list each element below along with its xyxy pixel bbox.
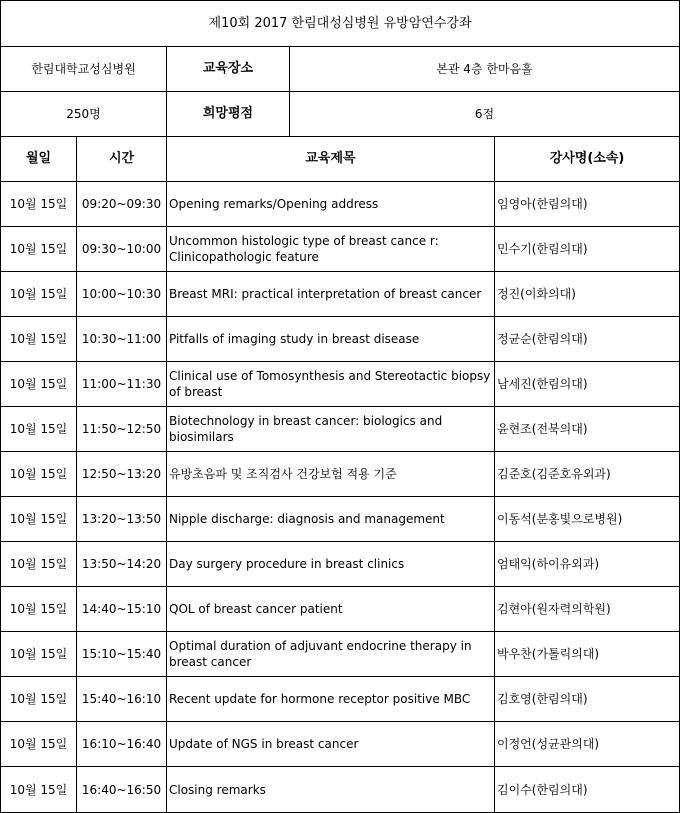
cell-date: 10월 15일 <box>1 632 77 677</box>
table-row <box>1 677 680 722</box>
cell-topic: Clinical use of Tomosynthesis and Stereotactic biopsy of breast <box>167 362 495 407</box>
header-time: 시간 <box>77 137 167 182</box>
cell-speaker: 박우찬(가톨릭의대) <box>495 632 680 677</box>
cell-time: 11:50~12:50 <box>77 407 167 452</box>
table-row <box>1 767 680 813</box>
table-row <box>1 542 680 587</box>
cell-time: 09:30~10:00 <box>77 227 167 272</box>
venue-label: 교육장소 <box>167 47 290 92</box>
cell-date: 10월 15일 <box>1 272 77 317</box>
cell-speaker: 정진(이화의대) <box>495 272 680 317</box>
cell-time: 12:50~13:20 <box>77 452 167 497</box>
cell-time: 13:50~14:20 <box>77 542 167 587</box>
cell-topic: Pitfalls of imaging study in breast disease <box>167 317 495 362</box>
cell-time: 13:20~13:50 <box>77 497 167 542</box>
table-row <box>1 182 680 227</box>
cell-topic: Opening remarks/Opening address <box>167 182 495 227</box>
cell-topic: 유방초음파 및 조직검사 건강보험 적용 기준 <box>167 452 495 497</box>
cell-time: 15:40~16:10 <box>77 677 167 722</box>
cell-time: 15:10~15:40 <box>77 632 167 677</box>
page-title: 제10회 2017 한림대성심병원 유방암연수강좌 <box>1 1 680 47</box>
cell-date: 10월 15일 <box>1 587 77 632</box>
cell-date: 10월 15일 <box>1 362 77 407</box>
header-speaker: 강사명(소속) <box>495 137 680 182</box>
cell-topic: QOL of breast cancer patient <box>167 587 495 632</box>
table-row <box>1 317 680 362</box>
cell-speaker: 민수기(한림의대) <box>495 227 680 272</box>
table-row <box>1 272 680 317</box>
table-row <box>1 632 680 677</box>
cell-speaker: 김호영(한림의대) <box>495 677 680 722</box>
capacity-value: 250명 <box>1 92 167 137</box>
cell-speaker: 윤현조(전북의대) <box>495 407 680 452</box>
cell-speaker: 이정언(성균관의대) <box>495 722 680 767</box>
cell-time: 09:20~09:30 <box>77 182 167 227</box>
cell-time: 14:40~15:10 <box>77 587 167 632</box>
cell-topic: Day surgery procedure in breast clinics <box>167 542 495 587</box>
cell-topic: Biotechnology in breast cancer: biologics and biosimilars <box>167 407 495 452</box>
cell-date: 10월 15일 <box>1 542 77 587</box>
cell-speaker: 김현아(원자력의학원) <box>495 587 680 632</box>
header-date: 월일 <box>1 137 77 182</box>
venue-value: 본관 4층 한마음홀 <box>290 47 680 92</box>
cell-speaker: 정균순(한림의대) <box>495 317 680 362</box>
cell-date: 10월 15일 <box>1 722 77 767</box>
cell-topic: Closing remarks <box>167 767 495 813</box>
cell-date: 10월 15일 <box>1 227 77 272</box>
cell-date: 10월 15일 <box>1 677 77 722</box>
title-row <box>1 1 680 47</box>
cell-speaker: 이동석(분홍빛으로병원) <box>495 497 680 542</box>
table-row <box>1 587 680 632</box>
table-row <box>1 497 680 542</box>
cell-speaker: 남세진(한림의대) <box>495 362 680 407</box>
cell-time: 11:00~11:30 <box>77 362 167 407</box>
cell-speaker: 엄태익(하이유외과) <box>495 542 680 587</box>
table-row <box>1 452 680 497</box>
cell-topic: Uncommon histologic type of breast cance r: Clinicopathologic feature <box>167 227 495 272</box>
cell-date: 10월 15일 <box>1 407 77 452</box>
cell-time: 10:30~11:00 <box>77 317 167 362</box>
table-row <box>1 407 680 452</box>
info-row-venue <box>1 47 680 92</box>
cell-topic: Optimal duration of adjuvant endocrine therapy in breast cancer <box>167 632 495 677</box>
cell-time: 10:00~10:30 <box>77 272 167 317</box>
score-value: 6점 <box>290 92 680 137</box>
cell-date: 10월 15일 <box>1 767 77 813</box>
cell-date: 10월 15일 <box>1 317 77 362</box>
cell-date: 10월 15일 <box>1 452 77 497</box>
host-name: 한림대학교성심병원 <box>1 47 167 92</box>
header-topic: 교육제목 <box>167 137 495 182</box>
info-row-score <box>1 92 680 137</box>
cell-speaker: 김준호(김준호유외과) <box>495 452 680 497</box>
table-row <box>1 227 680 272</box>
cell-topic: Nipple discharge: diagnosis and management <box>167 497 495 542</box>
cell-time: 16:10~16:40 <box>77 722 167 767</box>
header-row <box>1 137 680 182</box>
cell-topic: Recent update for hormone receptor positive MBC <box>167 677 495 722</box>
cell-topic: Update of NGS in breast cancer <box>167 722 495 767</box>
table-row <box>1 722 680 767</box>
table-row <box>1 362 680 407</box>
cell-date: 10월 15일 <box>1 497 77 542</box>
cell-speaker: 임영아(한림의대) <box>495 182 680 227</box>
cell-speaker: 김이수(한림의대) <box>495 767 680 813</box>
cell-date: 10월 15일 <box>1 182 77 227</box>
cell-time: 16:40~16:50 <box>77 767 167 813</box>
cell-topic: Breast MRI: practical interpretation of breast cancer <box>167 272 495 317</box>
score-label: 희망평점 <box>167 92 290 137</box>
